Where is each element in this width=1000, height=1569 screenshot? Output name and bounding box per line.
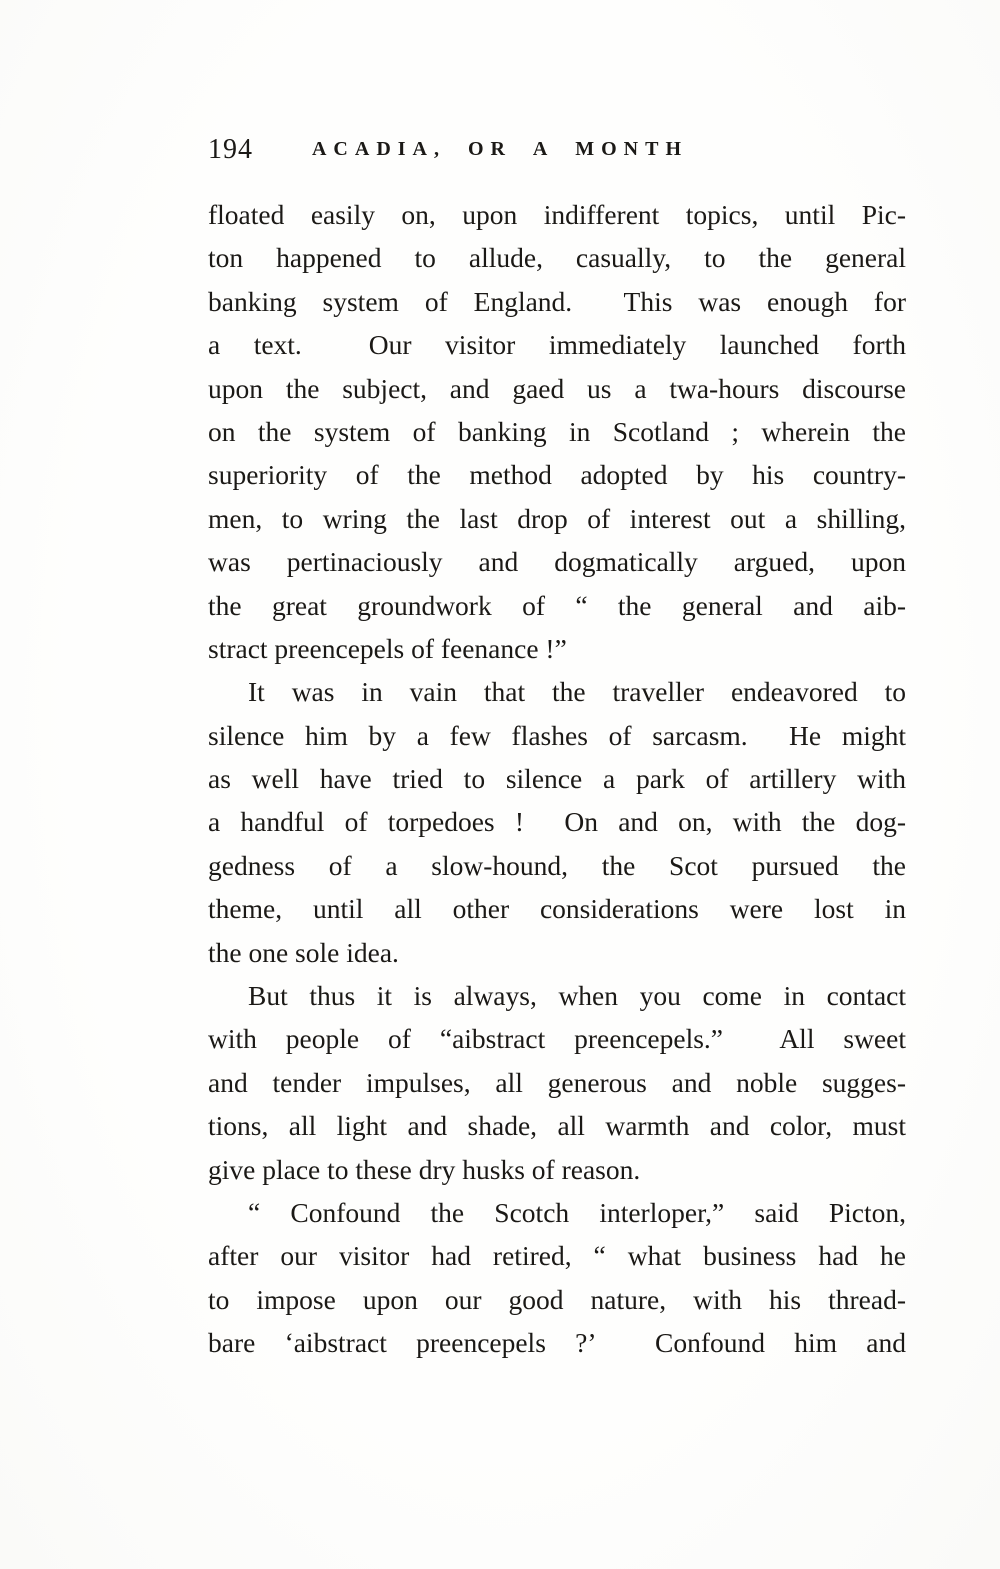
text-line: after our visitor had retired, “ what business had he xyxy=(208,1240,906,1272)
text-line: ton happened to allude, casually, to the general xyxy=(208,242,906,274)
running-title: ACADIA, OR A MONTH xyxy=(311,138,688,160)
page-number: 194 xyxy=(208,134,253,165)
text-line: superiority of the method adopted by his country- xyxy=(208,459,906,491)
text-line: the great groundwork of “ the general and aib- xyxy=(208,589,906,621)
text-line: floated easily on, upon indifferent topics, until Pic- xyxy=(208,199,906,230)
text-line: silence him by a few flashes of sarcasm. He might xyxy=(208,719,906,751)
text-line: and tender impulses, all generous and noble sugges- xyxy=(208,1066,906,1098)
text-line: was pertinaciously and dogmatically argued, upon xyxy=(208,546,906,578)
text-line: men, to wring the last drop of interest out a shilling, xyxy=(208,502,906,534)
text-line: bare ‘aibstract preencepels ?’ Confound him and xyxy=(208,1327,906,1359)
text-line: It was in vain that the traveller endeavored to xyxy=(248,676,906,708)
text-line: stract preencepels of feenance !” xyxy=(208,632,567,664)
text-line: give place to these dry husks of reason. xyxy=(208,1153,641,1185)
text-line: the one sole idea. xyxy=(208,936,399,968)
text-line: on the system of banking in Scotland ; wherein the xyxy=(208,415,906,447)
page-header xyxy=(0,134,1000,174)
page-text xyxy=(208,193,906,1365)
text-line: theme, until all other considerations were lost in xyxy=(208,893,906,925)
text-line: to impose upon our good nature, with his thread- xyxy=(208,1283,906,1315)
text-line: upon the subject, and gaed us a twa-hours discourse xyxy=(208,372,906,404)
text-line: “ Confound the Scotch interloper,” said Picton, xyxy=(248,1196,906,1228)
text-line: as well have tried to silence a park of artillery with xyxy=(208,763,906,795)
text-line: gedness of a slow-hound, the Scot pursued the xyxy=(208,849,906,881)
text-line: But thus it is always, when you come in contact xyxy=(248,980,906,1012)
text-line: a handful of torpedoes ! On and on, with the dog- xyxy=(208,806,906,838)
text-line: tions, all light and shade, all warmth and color, must xyxy=(208,1110,906,1142)
text-line: a text. Our visitor immediately launched forth xyxy=(208,329,906,361)
text-line: banking system of England. This was enough for xyxy=(208,285,906,317)
text-line: with people of “aibstract preencepels.” All sweet xyxy=(208,1023,906,1055)
